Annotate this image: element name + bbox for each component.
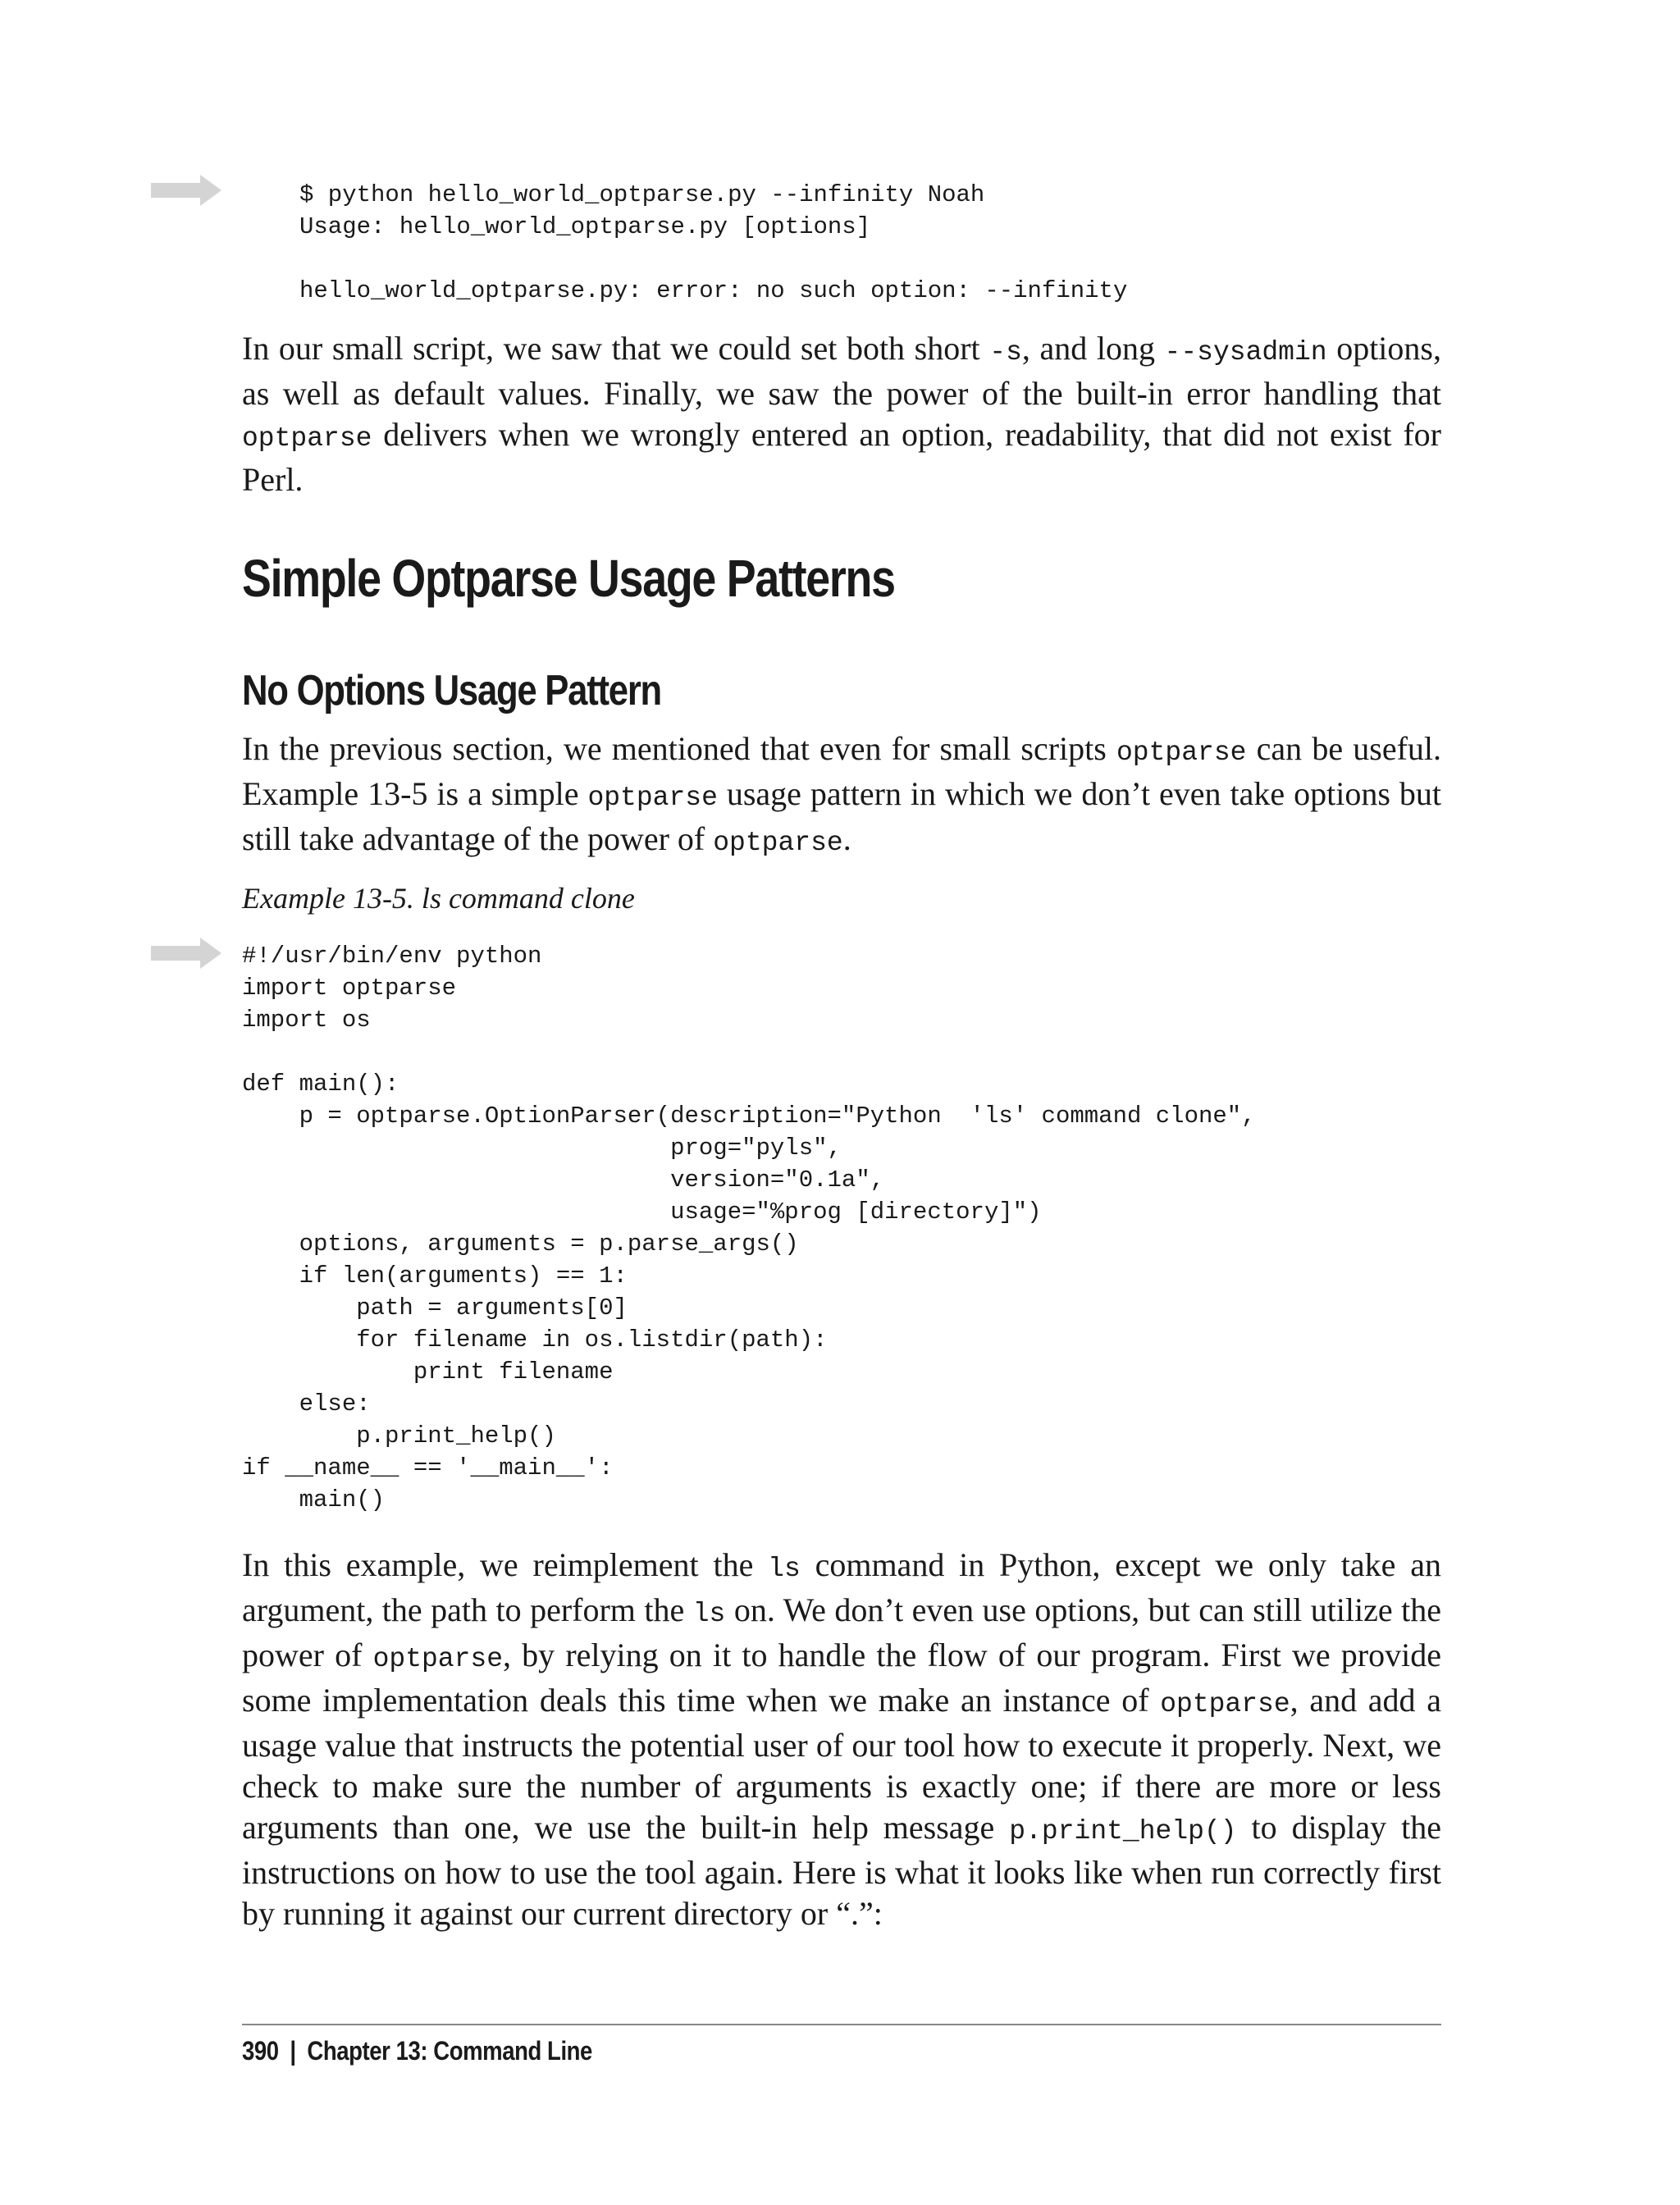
terminal-output (299, 179, 1127, 307)
code-line: prog="pyls", (242, 1134, 842, 1162)
paragraph-explanation: In this example, we reimplement the ls command in Python, except we only take an argument, the path to perform the ls on. We don’t even use options, but can still utilize the power of optparse, by relying on it to handle the flow of our program. First we provide some implementation deals this time when we make an instance of optparse, and add a usage value that instructs the potential user of our tool how to execute it properly. Next, we check to make sure the number of arguments is exactly one; if there are more or less arguments than one, we use the built-in help message p.print_help() to display the instructions on how to use the tool again. Here is what it looks like when run correctly first by running it against our current directory or “.”: (242, 1546, 1442, 1932)
code-line: #!/usr/bin/env python (242, 943, 542, 970)
code-line: path = arguments[0] (242, 1294, 628, 1322)
terminal-line: Usage: hello_world_optparse.py [options] (299, 213, 871, 240)
code-line: p = optparse.OptionParser(description="Python 'ls' command clone", (242, 1102, 1256, 1130)
code-line: def main(): (242, 1071, 399, 1098)
footer-rule (242, 2024, 1441, 2025)
code-line: else: (242, 1390, 371, 1418)
code-line: options, arguments = p.parse_args() (242, 1230, 799, 1258)
chapter-title: Chapter 13: Command Line (307, 2036, 592, 2066)
page-footer (242, 2036, 592, 2066)
code-line: import os (242, 1007, 371, 1034)
code-line: if len(arguments) == 1: (242, 1262, 628, 1290)
page-number: 390 (242, 2036, 279, 2066)
code-line: main() (242, 1486, 386, 1513)
code-line: p.print_help() (242, 1422, 556, 1449)
code-line: version="0.1a", (242, 1166, 885, 1194)
code-line: for filename in os.listdir(path): (242, 1326, 828, 1354)
arrow-marker-icon (151, 938, 221, 969)
code-line: if __name__ == '__main__': (242, 1454, 614, 1481)
subsection-title: No Options Usage Pattern (242, 667, 661, 714)
arrow-marker-icon (151, 175, 221, 206)
paragraph-usage: In the previous section, we mentioned that even for small scripts optparse can be useful. Example 13-5 is a simple optparse usage pattern in which we don’t even take options but still take advantage of the power of optparse. (242, 730, 1442, 858)
example-caption: Example 13-5. ls command clone (242, 882, 635, 915)
footer-separator: | (290, 2036, 296, 2066)
code-line: import optparse (242, 975, 457, 1002)
paragraph-intro: In our small script, we saw that we could set both short -s, and long --sysadmin options, as well as default values. Finally, we saw the power of the built-in error handling that optparse delivers when we wrongly entered an option, readability, that did not exist for Perl. (242, 330, 1441, 498)
terminal-line: $ python hello_world_optparse.py --infinity Noah (299, 181, 985, 208)
terminal-line (299, 243, 1127, 275)
section-title: Simple Optparse Usage Patterns (242, 549, 895, 608)
code-line: usage="%prog [directory]") (242, 1198, 1042, 1226)
code-line (242, 1036, 1256, 1068)
code-listing (242, 940, 1256, 1516)
terminal-line: hello_world_optparse.py: error: no such option: --infinity (299, 277, 1128, 304)
code-line: print filename (242, 1358, 614, 1386)
